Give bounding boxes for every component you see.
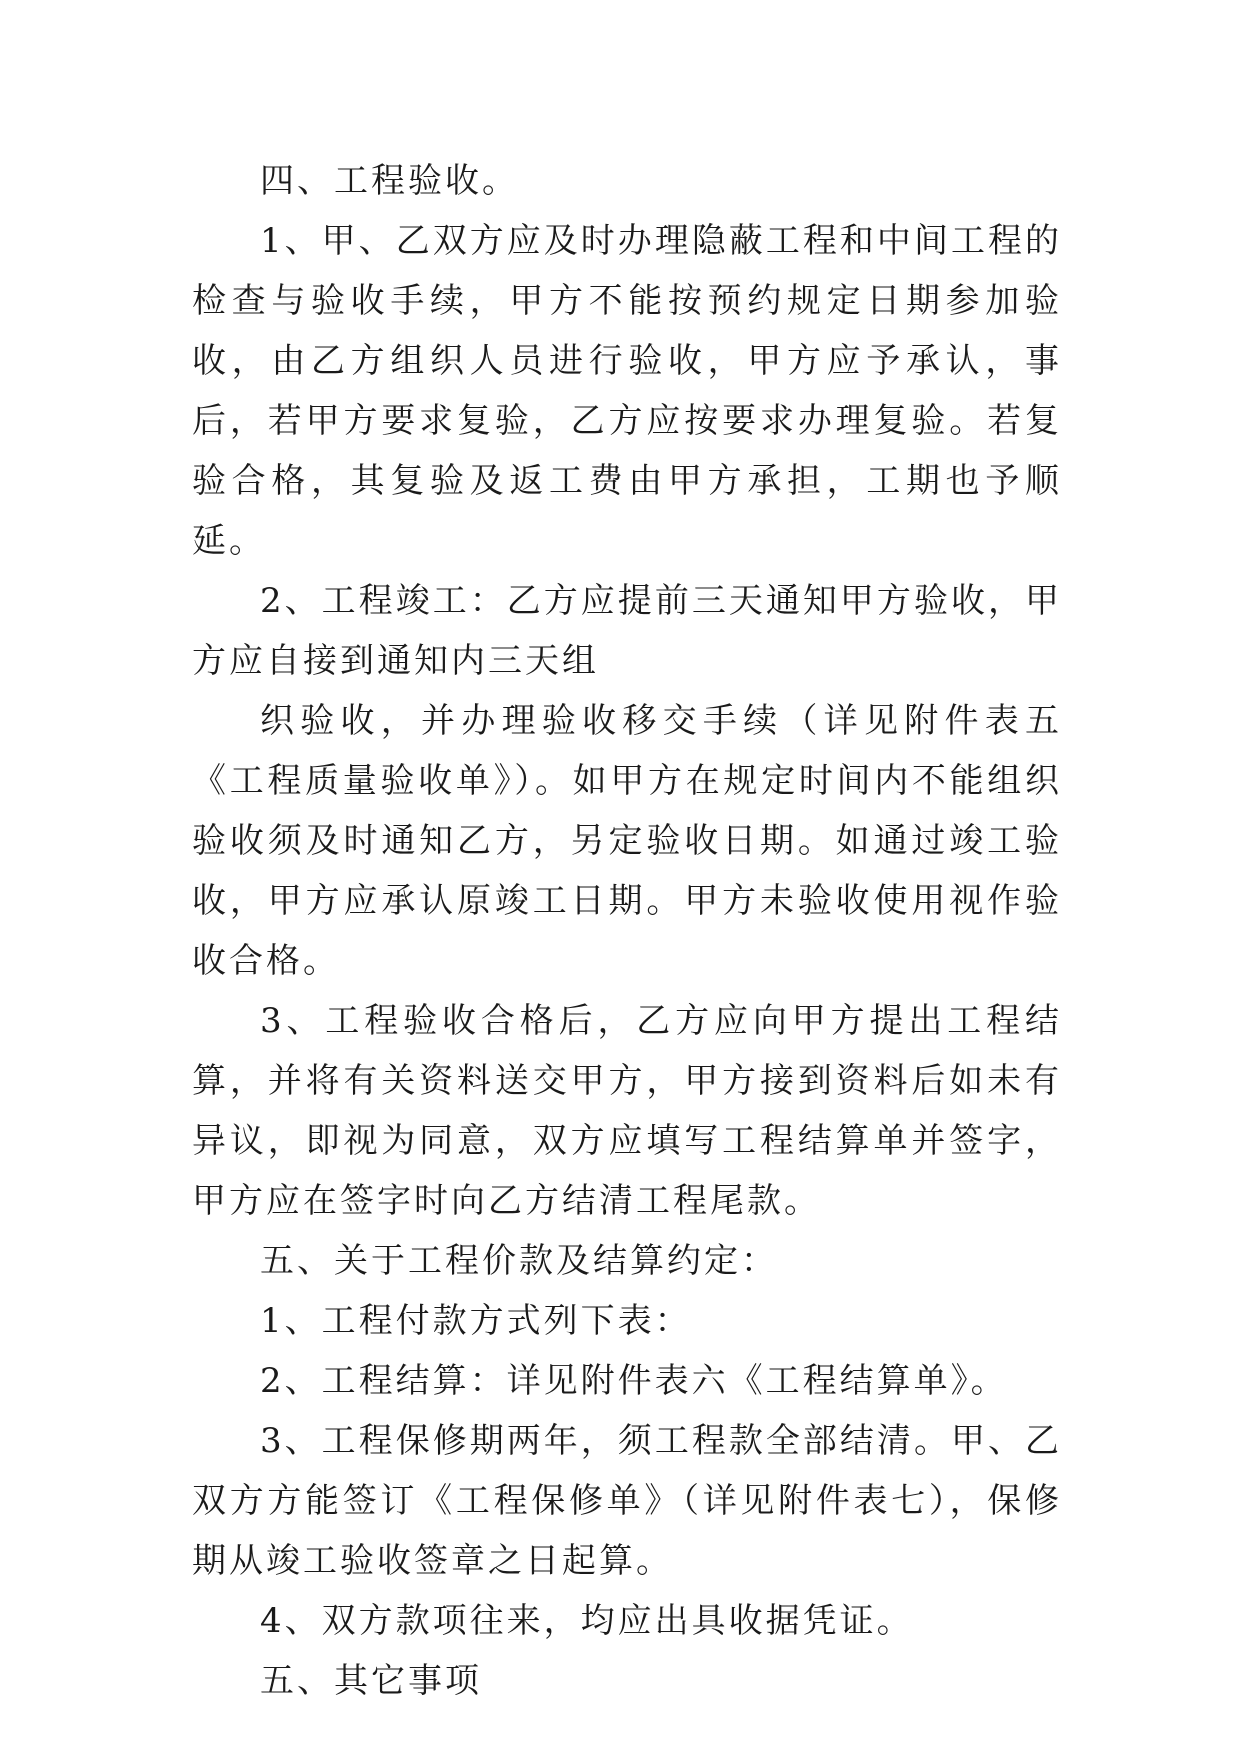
clause-warranty: 3、工程保修期两年，须工程款全部结清。甲、乙双方方能签订《工程保修单》（详见附件表七），保修期从竣工验收签章之日起算。 — [192, 1421, 1062, 1581]
clause-completion-acceptance: 织验收，并办理验收移交手续（详见附件表五《工程质量验收单》）。如甲方在规定时间内不能组织验收须及时通知乙方，另定验收日期。如通过竣工验收，甲方应承认原竣工日期。甲方未验收使用视作验收合格。 — [192, 701, 1062, 981]
section-heading-payment: 五、关于工程价款及结算约定： — [260, 1241, 778, 1281]
clause-payment-method: 1、工程付款方式列下表： — [260, 1301, 692, 1341]
clause-receipts: 4、双方款项往来，均应出具收据凭证。 — [260, 1601, 914, 1641]
clause-final-settlement: 3、工程验收合格后，乙方应向甲方提出工程结算，并将有关资料送交甲方，甲方接到资料后如未有异议，即视为同意，双方应填写工程结算单并签字，甲方应在签字时向乙方结清工程尾款。 — [192, 1001, 1062, 1221]
clause-settlement-form: 2、工程结算：详见附件表六《工程结算单》。 — [260, 1361, 1008, 1401]
section-heading-acceptance: 四、工程验收。 — [260, 161, 519, 201]
document-body — [192, 151, 1062, 1711]
clause-completion-notice: 2、工程竣工：乙方应提前三天通知甲方验收，甲方应自接到通知内三天组 — [192, 581, 1062, 681]
section-heading-other-matters: 五、其它事项 — [260, 1661, 482, 1701]
clause-hidden-works-inspection: 1、甲、乙双方应及时办理隐蔽工程和中间工程的检查与验收手续，甲方不能按预约规定日期参加验收，由乙方组织人员进行验收，甲方应予承认，事后，若甲方要求复验，乙方应按要求办理复验。若复验合格，其复验及返工费由甲方承担，工期也予顺延。 — [192, 221, 1062, 561]
